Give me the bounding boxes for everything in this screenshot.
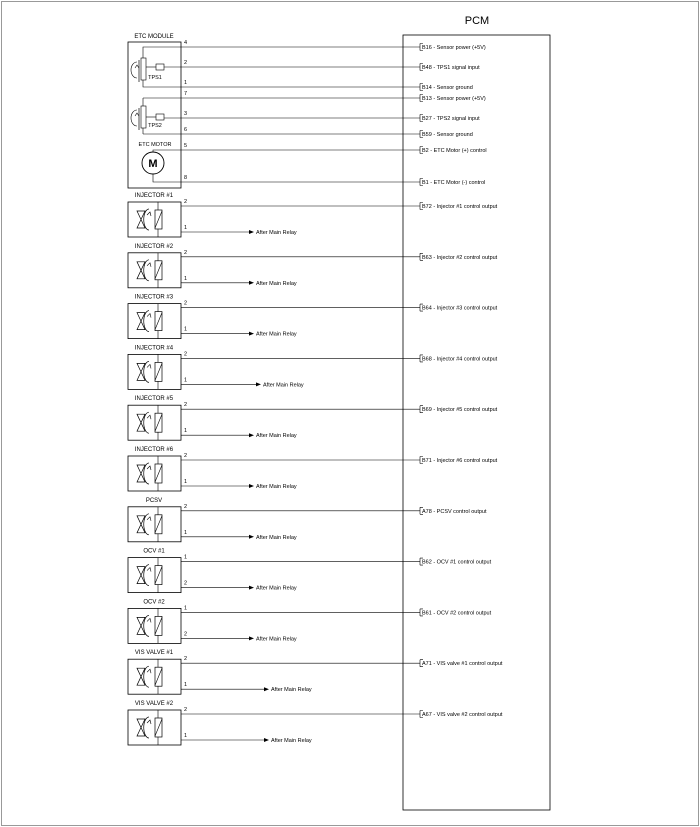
solenoid-valve-icon bbox=[137, 710, 162, 745]
bottom-pin-number: 1 bbox=[184, 682, 188, 689]
bottom-pin-number: 1 bbox=[184, 275, 188, 282]
bottom-pin-number: 1 bbox=[184, 733, 188, 739]
pcm-pin-a67 bbox=[420, 711, 503, 719]
bottom-pin-number: 1 bbox=[184, 479, 188, 485]
top-pin-number: 2 bbox=[184, 199, 188, 205]
component-box bbox=[128, 304, 181, 339]
component-title: OCV #1 bbox=[143, 548, 165, 555]
relay-label: After Main Relay bbox=[256, 484, 297, 490]
etc-pin-number: 7 bbox=[184, 91, 188, 97]
tps2-label: TPS2 bbox=[148, 123, 162, 129]
component-box bbox=[128, 507, 181, 542]
relay-label: After Main Relay bbox=[256, 433, 297, 440]
component-injector-6 bbox=[128, 447, 420, 491]
component-injector-5 bbox=[128, 396, 420, 440]
arrow-right-icon bbox=[249, 433, 254, 437]
solenoid-valve-icon bbox=[137, 558, 162, 593]
component-box bbox=[128, 354, 181, 389]
pcm-pin-b72 bbox=[420, 203, 498, 211]
bottom-pin-number: 2 bbox=[184, 631, 188, 638]
pcm-pin-b71 bbox=[420, 457, 498, 465]
relay-label: After Main Relay bbox=[256, 280, 297, 287]
arrow-right-icon bbox=[249, 535, 254, 539]
pcm-pin-b16 bbox=[420, 44, 486, 52]
arrow-right-icon bbox=[264, 687, 269, 691]
pcm-pin-label: B1 - ETC Motor (-) control bbox=[422, 180, 486, 186]
etc-pin-number: 4 bbox=[184, 40, 188, 46]
component-box bbox=[128, 608, 181, 643]
component-title: INJECTOR #4 bbox=[134, 345, 174, 352]
pcm-pin-a71 bbox=[420, 660, 503, 668]
relay-label: After Main Relay bbox=[271, 738, 312, 744]
pcm-pin-label: A78 - PCSV control output bbox=[422, 508, 487, 515]
pcm-pin-b13 bbox=[420, 95, 486, 103]
component-ocv-2 bbox=[128, 599, 420, 643]
arrow-right-icon bbox=[249, 484, 254, 488]
relay-label: After Main Relay bbox=[256, 534, 297, 541]
solenoid-valve-icon bbox=[137, 304, 162, 339]
pcm-pin-label: B2 - ETC Motor (+) control bbox=[422, 148, 487, 154]
etc-module bbox=[128, 34, 181, 188]
pcm-pin-b63 bbox=[420, 253, 498, 260]
etc-pin-number: 3 bbox=[184, 111, 188, 117]
component-ocv-1 bbox=[128, 549, 420, 593]
motor-symbol: M bbox=[148, 158, 158, 170]
solenoid-valve-icon bbox=[137, 405, 162, 440]
component-title: OCV #2 bbox=[143, 599, 165, 606]
top-pin-number: 2 bbox=[184, 707, 188, 713]
bottom-pin-number: 1 bbox=[184, 377, 188, 384]
pcm-pin-label: B16 - Sensor power (+5V) bbox=[422, 45, 486, 51]
tps1-label: TPS1 bbox=[148, 75, 162, 81]
etc-pin-number: 2 bbox=[184, 60, 188, 66]
pcm-pin-label: B63 - Injector #2 control output bbox=[422, 254, 498, 261]
solenoid-valve-icon bbox=[137, 659, 162, 694]
component-title: VIS VALVE #1 bbox=[134, 650, 174, 657]
arrow-right-icon bbox=[249, 230, 254, 234]
bottom-pin-number: 1 bbox=[184, 428, 188, 435]
pcm-pin-b69 bbox=[420, 406, 498, 414]
pcm-pin-label: B14 - Sensor ground bbox=[422, 85, 473, 91]
solenoid-valve-icon bbox=[137, 608, 162, 643]
pcm-pin-label: B13 - Sensor power (+5V) bbox=[422, 96, 486, 102]
component-box bbox=[128, 253, 181, 288]
pcm-pin-label: B72 - Injector #1 control output bbox=[422, 204, 498, 210]
etc-pin-number: 5 bbox=[184, 143, 188, 149]
relay-label: After Main Relay bbox=[271, 687, 312, 694]
arrow-right-icon bbox=[249, 636, 254, 640]
pcm-pin-label: B69 - Injector #5 control output bbox=[422, 407, 498, 414]
relay-label: After Main Relay bbox=[256, 585, 297, 592]
bottom-pin-number: 2 bbox=[184, 580, 188, 587]
solenoid-valve-icon bbox=[137, 354, 162, 389]
pcm-pin-label: B62 - OCV #1 control output bbox=[422, 559, 492, 566]
pcm-pin-b27 bbox=[420, 115, 480, 123]
component-title: INJECTOR #3 bbox=[134, 294, 174, 301]
pcm-pin-b64 bbox=[420, 304, 498, 312]
etc-wires bbox=[143, 40, 420, 182]
pcm-pin-label: B27 - TPS2 signal input bbox=[422, 116, 480, 122]
bottom-pin-number: 1 bbox=[184, 225, 188, 231]
etc-motor-label: ETC MOTOR bbox=[138, 142, 172, 148]
pcm-pin-b1 bbox=[420, 179, 485, 187]
pcm-pin-label: A67 - VIS valve #2 control output bbox=[422, 712, 503, 718]
solenoid-valve-icon bbox=[137, 202, 162, 237]
pcm-pin-label: B61 - OCV #2 control output bbox=[422, 610, 492, 617]
component-injector-1 bbox=[128, 193, 420, 237]
component-title: INJECTOR #6 bbox=[134, 447, 174, 453]
page-frame bbox=[2, 2, 699, 826]
relay-label: After Main Relay bbox=[256, 636, 297, 643]
component-vis-valve-1 bbox=[128, 650, 420, 694]
pcm-pin-b61 bbox=[420, 609, 492, 617]
top-pin-number: 2 bbox=[184, 453, 188, 459]
pcm-pin-label: B64 - Injector #3 control output bbox=[422, 305, 498, 312]
arrow-right-icon bbox=[249, 586, 254, 590]
component-box bbox=[128, 202, 181, 237]
pcm-pin-b48 bbox=[420, 64, 480, 72]
pcm-pin-label: B59 - Sensor ground bbox=[422, 132, 473, 138]
etc-pin-number: 1 bbox=[184, 80, 188, 86]
component-box bbox=[128, 558, 181, 593]
pcm-pin-label: B48 - TPS1 signal input bbox=[422, 65, 480, 71]
relay-label: After Main Relay bbox=[256, 331, 297, 338]
pcm-title: PCM bbox=[464, 15, 490, 27]
component-pcsv bbox=[128, 498, 420, 542]
pcm-pin-b62 bbox=[420, 558, 492, 566]
component-injector-2 bbox=[128, 244, 420, 288]
arrow-right-icon bbox=[264, 738, 269, 742]
top-pin-number: 2 bbox=[184, 402, 188, 409]
relay-label: After Main Relay bbox=[256, 230, 297, 236]
etc-pin-number: 6 bbox=[184, 127, 188, 133]
pcm-pin-b2 bbox=[420, 147, 487, 155]
pcm-pins bbox=[420, 44, 503, 719]
pcm-pin-label: B68 - Injector #4 control output bbox=[422, 356, 498, 363]
component-title: INJECTOR #5 bbox=[134, 396, 174, 403]
component-title: INJECTOR #2 bbox=[134, 243, 174, 250]
bottom-pin-number: 1 bbox=[184, 326, 188, 333]
pcm-pin-b68 bbox=[420, 355, 498, 363]
component-title: INJECTOR #1 bbox=[134, 193, 174, 199]
component-box bbox=[128, 405, 181, 440]
top-pin-number: 2 bbox=[184, 300, 188, 307]
top-pin-number: 1 bbox=[184, 554, 188, 561]
component-injector-3 bbox=[128, 295, 420, 339]
etc-pin-number: 8 bbox=[184, 175, 188, 181]
component-title: VIS VALVE #2 bbox=[134, 701, 174, 707]
arrow-right-icon bbox=[256, 382, 261, 386]
component-box bbox=[128, 659, 181, 694]
top-pin-number: 2 bbox=[184, 656, 188, 663]
top-pin-number: 1 bbox=[184, 605, 188, 612]
component-title: PCSV bbox=[145, 497, 163, 504]
etc-module-title: ETC MODULE bbox=[134, 34, 174, 40]
solenoid-valve-icon bbox=[137, 456, 162, 491]
pcm-pin-b59 bbox=[420, 131, 473, 139]
arrow-right-icon bbox=[249, 281, 254, 285]
component-injector-4 bbox=[128, 345, 420, 389]
solenoid-valve-icon bbox=[137, 253, 162, 288]
component-box bbox=[128, 710, 181, 745]
component-vis-valve-2 bbox=[128, 701, 420, 745]
top-pin-number: 2 bbox=[184, 351, 188, 358]
top-pin-number: 2 bbox=[184, 503, 188, 510]
relay-label: After Main Relay bbox=[263, 382, 304, 389]
component-list bbox=[128, 193, 420, 745]
component-box bbox=[128, 456, 181, 491]
pcm-pin-a78 bbox=[420, 507, 487, 515]
pcm-pin-b14 bbox=[420, 84, 473, 92]
pcm-pin-label: B71 - Injector #6 control output bbox=[422, 458, 498, 464]
solenoid-valve-icon bbox=[137, 507, 162, 542]
top-pin-number: 2 bbox=[184, 249, 188, 256]
bottom-pin-number: 1 bbox=[184, 529, 188, 536]
pcm-pin-label: A71 - VIS valve #1 control output bbox=[422, 661, 503, 668]
arrow-right-icon bbox=[249, 332, 254, 336]
